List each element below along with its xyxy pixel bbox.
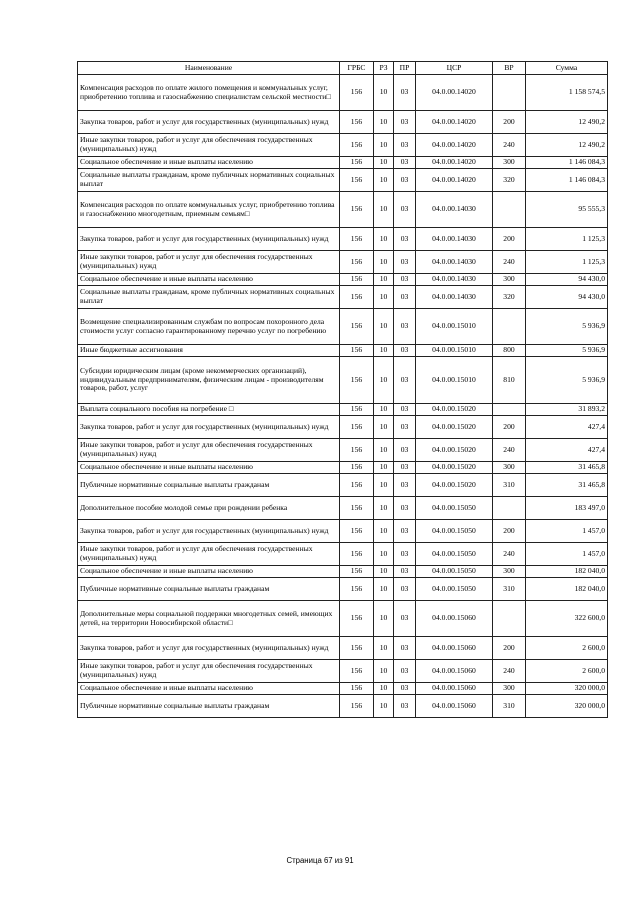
cell-pr: 03: [394, 75, 416, 111]
cell-vr: 300: [493, 157, 526, 169]
table-row: [78, 601, 608, 637]
cell-vr: 810: [493, 357, 526, 404]
cell-name: Дополнительное пособие молодой семье при рождении ребенка: [78, 497, 340, 520]
cell-grbs: 156: [340, 439, 374, 462]
cell-csr: 04.0.00.15050: [416, 578, 493, 601]
cell-csr: 04.0.00.15010: [416, 309, 493, 345]
cell-rz: 10: [374, 601, 394, 637]
table-row: [78, 157, 608, 169]
cell-pr: 03: [394, 497, 416, 520]
cell-name: Социальное обеспечение и иные выплаты населению: [78, 462, 340, 474]
cell-pr: 03: [394, 111, 416, 134]
cell-name: Закупка товаров, работ и услуг для государственных (муниципальных) нужд: [78, 111, 340, 134]
cell-name: Иные закупки товаров, работ и услуг для обеспечения государственных (муниципальных) нужд: [78, 251, 340, 274]
cell-sum: 5 936,9: [526, 357, 608, 404]
cell-sum: 94 430,0: [526, 274, 608, 286]
cell-grbs: 156: [340, 497, 374, 520]
cell-pr: 03: [394, 286, 416, 309]
cell-rz: 10: [374, 637, 394, 660]
cell-grbs: 156: [340, 578, 374, 601]
cell-name: Иные бюджетные ассигнования: [78, 345, 340, 357]
cell-pr: 03: [394, 192, 416, 228]
cell-rz: 10: [374, 228, 394, 251]
cell-pr: 03: [394, 251, 416, 274]
cell-rz: 10: [374, 309, 394, 345]
cell-vr: [493, 192, 526, 228]
cell-vr: 240: [493, 660, 526, 683]
cell-pr: 03: [394, 695, 416, 718]
table-row: [78, 474, 608, 497]
cell-pr: 03: [394, 683, 416, 695]
cell-name: Закупка товаров, работ и услуг для государственных (муниципальных) нужд: [78, 520, 340, 543]
table-row: [78, 462, 608, 474]
cell-vr: 300: [493, 683, 526, 695]
cell-csr: 04.0.00.14030: [416, 228, 493, 251]
header-grbs: ГРБС: [340, 62, 374, 75]
cell-grbs: 156: [340, 286, 374, 309]
table-row: [78, 169, 608, 192]
cell-pr: 03: [394, 357, 416, 404]
cell-sum: 182 040,0: [526, 578, 608, 601]
table-row: [78, 228, 608, 251]
cell-pr: 03: [394, 345, 416, 357]
cell-pr: 03: [394, 566, 416, 578]
cell-pr: 03: [394, 228, 416, 251]
cell-sum: 1 146 084,3: [526, 157, 608, 169]
cell-sum: 12 490,2: [526, 111, 608, 134]
cell-csr: 04.0.00.15060: [416, 683, 493, 695]
cell-rz: 10: [374, 497, 394, 520]
cell-grbs: 156: [340, 462, 374, 474]
header-pr: ПР: [394, 62, 416, 75]
cell-vr: 300: [493, 566, 526, 578]
cell-grbs: 156: [340, 637, 374, 660]
cell-vr: [493, 309, 526, 345]
cell-vr: [493, 404, 526, 416]
cell-vr: [493, 497, 526, 520]
table-row: [78, 637, 608, 660]
cell-vr: 320: [493, 286, 526, 309]
cell-vr: 240: [493, 251, 526, 274]
header-rz: РЗ: [374, 62, 394, 75]
cell-sum: 320 000,0: [526, 683, 608, 695]
cell-grbs: 156: [340, 169, 374, 192]
table-row: [78, 404, 608, 416]
cell-name: Социальное обеспечение и иные выплаты населению: [78, 566, 340, 578]
cell-vr: 300: [493, 462, 526, 474]
cell-vr: 800: [493, 345, 526, 357]
cell-rz: 10: [374, 157, 394, 169]
cell-rz: 10: [374, 75, 394, 111]
table-header: [78, 62, 608, 75]
cell-grbs: 156: [340, 111, 374, 134]
cell-name: Компенсация расходов по оплате коммунальных услуг, приобретению топлива и газоснабжению многодетным, приемным семьям□: [78, 192, 340, 228]
cell-csr: 04.0.00.14020: [416, 111, 493, 134]
cell-csr: 04.0.00.14030: [416, 251, 493, 274]
cell-pr: 03: [394, 404, 416, 416]
cell-grbs: 156: [340, 157, 374, 169]
cell-sum: 5 936,9: [526, 345, 608, 357]
cell-grbs: 156: [340, 251, 374, 274]
cell-sum: 1 125,3: [526, 228, 608, 251]
cell-csr: 04.0.00.15020: [416, 462, 493, 474]
cell-vr: 320: [493, 169, 526, 192]
cell-pr: 03: [394, 520, 416, 543]
cell-vr: 310: [493, 695, 526, 718]
cell-vr: [493, 75, 526, 111]
cell-pr: 03: [394, 660, 416, 683]
cell-rz: 10: [374, 520, 394, 543]
cell-rz: 10: [374, 566, 394, 578]
cell-vr: 310: [493, 474, 526, 497]
cell-name: Публичные нормативные социальные выплаты гражданам: [78, 578, 340, 601]
cell-pr: 03: [394, 439, 416, 462]
cell-pr: 03: [394, 274, 416, 286]
table-row: [78, 309, 608, 345]
table-row: [78, 274, 608, 286]
cell-sum: 95 555,3: [526, 192, 608, 228]
cell-csr: 04.0.00.14030: [416, 286, 493, 309]
cell-grbs: 156: [340, 660, 374, 683]
cell-grbs: 156: [340, 274, 374, 286]
cell-rz: 10: [374, 416, 394, 439]
cell-grbs: 156: [340, 543, 374, 566]
cell-vr: 240: [493, 543, 526, 566]
cell-grbs: 156: [340, 474, 374, 497]
cell-csr: 04.0.00.14020: [416, 157, 493, 169]
cell-rz: 10: [374, 357, 394, 404]
cell-grbs: 156: [340, 309, 374, 345]
table-row: [78, 134, 608, 157]
cell-vr: 300: [493, 274, 526, 286]
cell-sum: 1 146 084,3: [526, 169, 608, 192]
cell-name: Иные закупки товаров, работ и услуг для обеспечения государственных (муниципальных) нужд: [78, 543, 340, 566]
cell-pr: 03: [394, 543, 416, 566]
cell-grbs: 156: [340, 683, 374, 695]
table-row: [78, 520, 608, 543]
cell-rz: 10: [374, 474, 394, 497]
cell-grbs: 156: [340, 601, 374, 637]
cell-name: Закупка товаров, работ и услуг для государственных (муниципальных) нужд: [78, 416, 340, 439]
table-row: [78, 660, 608, 683]
cell-rz: 10: [374, 404, 394, 416]
table-row: [78, 357, 608, 404]
cell-pr: 03: [394, 462, 416, 474]
table-row: [78, 192, 608, 228]
cell-sum: 427,4: [526, 439, 608, 462]
cell-name: Выплата социального пособия на погребение □: [78, 404, 340, 416]
cell-grbs: 156: [340, 520, 374, 543]
cell-pr: 03: [394, 309, 416, 345]
cell-grbs: 156: [340, 566, 374, 578]
cell-sum: 320 000,0: [526, 695, 608, 718]
cell-rz: 10: [374, 439, 394, 462]
cell-csr: 04.0.00.15050: [416, 566, 493, 578]
table-row: [78, 75, 608, 111]
cell-rz: 10: [374, 683, 394, 695]
cell-vr: [493, 601, 526, 637]
cell-name: Компенсация расходов по оплате жилого помещения и коммунальных услуг, приобретению топлива и газоснабжению специалистам сельской местности□: [78, 75, 340, 111]
cell-rz: 10: [374, 169, 394, 192]
cell-sum: 183 497,0: [526, 497, 608, 520]
table-row: [78, 695, 608, 718]
cell-sum: 5 936,9: [526, 309, 608, 345]
table-row: [78, 345, 608, 357]
cell-sum: 2 600,0: [526, 660, 608, 683]
cell-name: Социальные выплаты гражданам, кроме публичных нормативных социальных выплат: [78, 286, 340, 309]
cell-rz: 10: [374, 134, 394, 157]
table-body: [78, 75, 608, 718]
table-row: [78, 286, 608, 309]
cell-rz: 10: [374, 274, 394, 286]
header-row: [78, 62, 608, 75]
cell-csr: 04.0.00.15050: [416, 497, 493, 520]
table-row: [78, 439, 608, 462]
cell-sum: 1 158 574,5: [526, 75, 608, 111]
cell-grbs: 156: [340, 345, 374, 357]
cell-vr: 200: [493, 637, 526, 660]
cell-csr: 04.0.00.14030: [416, 192, 493, 228]
cell-csr: 04.0.00.15060: [416, 601, 493, 637]
cell-csr: 04.0.00.15020: [416, 439, 493, 462]
table-row: [78, 566, 608, 578]
cell-grbs: 156: [340, 75, 374, 111]
table-row: [78, 497, 608, 520]
cell-name: Закупка товаров, работ и услуг для государственных (муниципальных) нужд: [78, 228, 340, 251]
cell-csr: 04.0.00.15050: [416, 543, 493, 566]
header-sum: Сумма: [526, 62, 608, 75]
cell-vr: 200: [493, 228, 526, 251]
cell-sum: 31 465,8: [526, 474, 608, 497]
cell-vr: 200: [493, 416, 526, 439]
cell-csr: 04.0.00.15020: [416, 416, 493, 439]
cell-pr: 03: [394, 578, 416, 601]
cell-sum: 182 040,0: [526, 566, 608, 578]
cell-sum: 1 125,3: [526, 251, 608, 274]
header-name: Наименование: [78, 62, 340, 75]
table-row: [78, 251, 608, 274]
cell-name: Иные закупки товаров, работ и услуг для обеспечения государственных (муниципальных) нужд: [78, 439, 340, 462]
cell-name: Закупка товаров, работ и услуг для государственных (муниципальных) нужд: [78, 637, 340, 660]
table-row: [78, 578, 608, 601]
cell-pr: 03: [394, 416, 416, 439]
cell-csr: 04.0.00.14020: [416, 75, 493, 111]
cell-name: Возмещение специализированным службам по вопросам похоронного дела стоимости услуг согласно гарантированному перечню услуг по погребению: [78, 309, 340, 345]
cell-sum: 31 465,8: [526, 462, 608, 474]
cell-vr: 240: [493, 134, 526, 157]
cell-sum: 1 457,0: [526, 520, 608, 543]
cell-sum: 12 490,2: [526, 134, 608, 157]
cell-grbs: 156: [340, 192, 374, 228]
cell-grbs: 156: [340, 357, 374, 404]
cell-vr: 240: [493, 439, 526, 462]
cell-sum: 427,4: [526, 416, 608, 439]
cell-csr: 04.0.00.14020: [416, 134, 493, 157]
cell-grbs: 156: [340, 695, 374, 718]
header-vr: ВР: [493, 62, 526, 75]
cell-name: Иные закупки товаров, работ и услуг для обеспечения государственных (муниципальных) нужд: [78, 660, 340, 683]
cell-rz: 10: [374, 192, 394, 228]
cell-name: Социальное обеспечение и иные выплаты населению: [78, 157, 340, 169]
cell-csr: 04.0.00.15060: [416, 660, 493, 683]
cell-csr: 04.0.00.15050: [416, 520, 493, 543]
header-csr: ЦСР: [416, 62, 493, 75]
cell-name: Субсидии юридическим лицам (кроме некоммерческих организаций), индивидуальным предпринимателям, физическим лицам - производителям товаров, работ, услуг: [78, 357, 340, 404]
table-row: [78, 683, 608, 695]
cell-rz: 10: [374, 578, 394, 601]
table-row: [78, 111, 608, 134]
cell-name: Иные закупки товаров, работ и услуг для обеспечения государственных (муниципальных) нужд: [78, 134, 340, 157]
cell-sum: 94 430,0: [526, 286, 608, 309]
cell-grbs: 156: [340, 404, 374, 416]
cell-csr: 04.0.00.15060: [416, 695, 493, 718]
cell-csr: 04.0.00.15020: [416, 474, 493, 497]
cell-grbs: 156: [340, 228, 374, 251]
cell-vr: 200: [493, 111, 526, 134]
cell-rz: 10: [374, 695, 394, 718]
cell-rz: 10: [374, 660, 394, 683]
cell-rz: 10: [374, 462, 394, 474]
page-number: Страница 67 из 91: [286, 856, 354, 865]
cell-name: Социальные выплаты гражданам, кроме публичных нормативных социальных выплат: [78, 169, 340, 192]
table-row: [78, 543, 608, 566]
cell-grbs: 156: [340, 416, 374, 439]
cell-sum: 31 893,2: [526, 404, 608, 416]
cell-sum: 322 600,0: [526, 601, 608, 637]
cell-pr: 03: [394, 474, 416, 497]
cell-pr: 03: [394, 637, 416, 660]
cell-pr: 03: [394, 157, 416, 169]
cell-rz: 10: [374, 543, 394, 566]
cell-csr: 04.0.00.14020: [416, 169, 493, 192]
cell-name: Публичные нормативные социальные выплаты гражданам: [78, 474, 340, 497]
cell-csr: 04.0.00.15020: [416, 404, 493, 416]
cell-name: Социальное обеспечение и иные выплаты населению: [78, 683, 340, 695]
cell-rz: 10: [374, 345, 394, 357]
cell-pr: 03: [394, 601, 416, 637]
cell-csr: 04.0.00.15060: [416, 637, 493, 660]
budget-table: [77, 61, 608, 718]
cell-sum: 2 600,0: [526, 637, 608, 660]
cell-vr: 310: [493, 578, 526, 601]
cell-name: Дополнительные меры социальной поддержки многодетных семей, имеющих детей, на территории Новосибирской области□: [78, 601, 340, 637]
cell-name: Социальное обеспечение и иные выплаты населению: [78, 274, 340, 286]
cell-grbs: 156: [340, 134, 374, 157]
cell-pr: 03: [394, 134, 416, 157]
cell-csr: 04.0.00.15010: [416, 357, 493, 404]
cell-rz: 10: [374, 286, 394, 309]
cell-name: Публичные нормативные социальные выплаты гражданам: [78, 695, 340, 718]
table-row: [78, 416, 608, 439]
cell-rz: 10: [374, 251, 394, 274]
cell-sum: 1 457,0: [526, 543, 608, 566]
cell-vr: 200: [493, 520, 526, 543]
cell-pr: 03: [394, 169, 416, 192]
cell-csr: 04.0.00.15010: [416, 345, 493, 357]
cell-csr: 04.0.00.14030: [416, 274, 493, 286]
cell-rz: 10: [374, 111, 394, 134]
